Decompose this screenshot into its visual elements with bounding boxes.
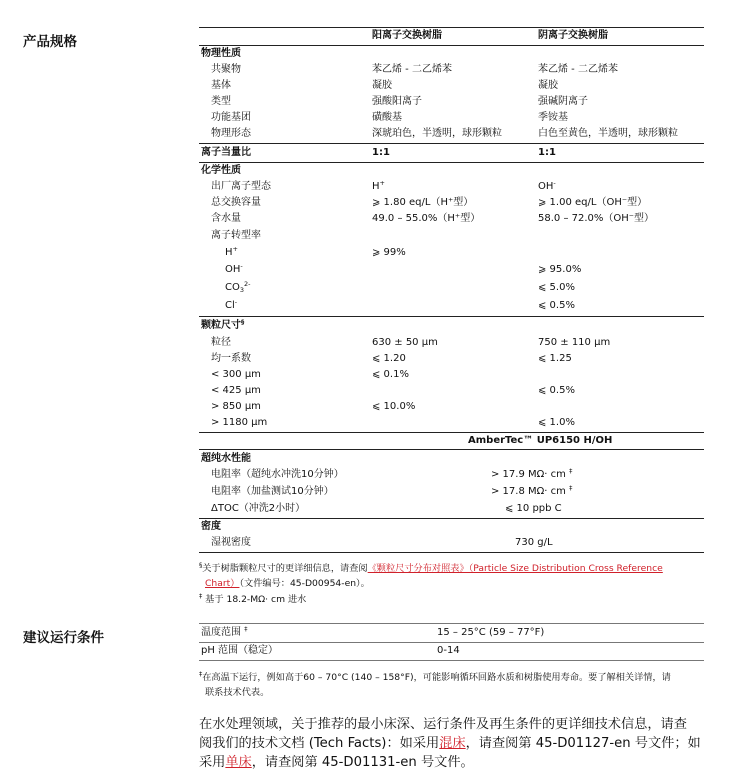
- row-label: 类型: [211, 96, 231, 107]
- section-rule: [199, 449, 704, 450]
- chemical-title-row: [0, 163, 734, 179]
- anion-value: ⩾ 95.0%: [538, 264, 582, 275]
- ion-sup: -: [234, 298, 238, 306]
- cation-value: ⩾ 1.80 eq/L（H⁺型）: [372, 197, 474, 208]
- row-label-text: 温度范围: [201, 627, 241, 638]
- value: 0-14: [437, 645, 460, 656]
- anion-value: 季铵基: [538, 112, 568, 123]
- table-row: [0, 245, 734, 261]
- table-row: [0, 179, 734, 195]
- cation-value: 630 ± 50 µm: [372, 337, 438, 348]
- paragraph-line: 在水处理领域，关于推荐的最小床深、运行条件及再生条件的更详细技术信息，请查: [199, 717, 687, 732]
- footnote-mark: ‡: [199, 592, 203, 600]
- cation-value: 苯乙烯 - 二乙烯苯: [372, 64, 452, 75]
- table-row: [0, 228, 734, 244]
- footnote-resistivity: [199, 593, 306, 607]
- ion-sub: 3: [239, 286, 244, 294]
- table-bottom-rule: [199, 552, 704, 553]
- table-row: [0, 94, 734, 110]
- anion-value: ⩾ 1.00 eq/L（OH⁻型）: [538, 197, 648, 208]
- anion-value: ⩽ 5.0%: [538, 282, 575, 293]
- value: 730 g/L: [515, 537, 553, 548]
- cation-value: ⩾ 99%: [372, 247, 406, 258]
- row-label: [225, 280, 250, 296]
- row-label: 基体: [211, 80, 231, 91]
- particle-title-text: 颗粒尺寸: [201, 320, 241, 331]
- section-title-specs: 产品规格: [23, 34, 77, 50]
- row-label: 共聚物: [211, 64, 241, 75]
- cation-value: 凝胶: [372, 80, 392, 91]
- table-row: [0, 335, 734, 351]
- section-rule: [199, 143, 704, 144]
- anion-value: ⩽ 1.0%: [538, 417, 575, 428]
- row-label: 湿视密度: [211, 537, 251, 548]
- table-row: [0, 415, 734, 431]
- ratio-label: 离子当量比: [201, 147, 251, 158]
- table-row: [0, 625, 734, 641]
- row-label: 出厂离子型态: [211, 181, 271, 192]
- density-title-row: [0, 519, 734, 535]
- op-table-bottom-rule: [199, 660, 704, 661]
- row-label: pH 范围（稳定）: [201, 645, 279, 656]
- anion-value: 苯乙烯 - 二乙烯苯: [538, 64, 618, 75]
- mixed-bed-link[interactable]: 混床: [439, 736, 466, 751]
- table-row: [0, 399, 734, 415]
- ion-text: OH: [538, 181, 554, 192]
- footnote-text: 关于树脂颗粒尺寸的更详细信息，请查阅: [202, 563, 368, 574]
- footnote-text: 基于 18.2-MΩ· cm 进水: [205, 594, 307, 605]
- footnote-mark: ‡: [569, 467, 573, 475]
- paragraph-line: [199, 734, 709, 753]
- table-row: [0, 62, 734, 78]
- ultrapure-title-row: [0, 451, 734, 467]
- anion-value: 强碱阴离子: [538, 96, 588, 107]
- footnote-mark: §: [199, 561, 203, 569]
- product-name: AmberTec™ UP6150 H/OH: [468, 435, 613, 446]
- footnote-text: （文件编号：45-D00954-en）。: [239, 578, 370, 589]
- section-title-operating: 建议运行条件: [23, 630, 104, 646]
- single-bed-link[interactable]: 单床: [225, 755, 252, 770]
- table-row: [0, 78, 734, 94]
- row-label: ΔTOC（冲洗2小时）: [211, 503, 306, 514]
- section-rule: [199, 316, 704, 317]
- row-label: 功能基团: [211, 112, 251, 123]
- cation-value: [372, 179, 385, 195]
- footnote-temperature-cont: [205, 686, 269, 700]
- row-label: 含水量: [211, 213, 241, 224]
- table-row: [0, 298, 734, 314]
- anion-value: ⩽ 0.5%: [538, 385, 575, 396]
- ion-sup: -: [553, 179, 556, 187]
- table-row: [0, 367, 734, 383]
- table-row: [0, 643, 734, 659]
- footnote-mark: ‡: [199, 670, 203, 678]
- cation-value: 深琥珀色，半透明，球形颗粒: [372, 128, 502, 139]
- row-label: > 1180 µm: [211, 417, 268, 428]
- anion-value: 1:1: [538, 147, 556, 158]
- value: [491, 484, 572, 500]
- cation-value: ⩽ 0.1%: [372, 369, 409, 380]
- footnote-particle-cont: [205, 577, 370, 591]
- psd-chart-link-cont[interactable]: Chart）: [205, 578, 240, 589]
- anion-value: 白色至黄色，半透明，球形颗粒: [538, 128, 678, 139]
- footnote-text: 联系技术代表。: [205, 687, 270, 698]
- anion-value: 750 ± 110 µm: [538, 337, 611, 348]
- row-label: [225, 262, 243, 278]
- footnote-mark: §: [241, 318, 245, 326]
- paragraph-text: ，请查阅第 45-D01131-en 号文件。: [251, 755, 474, 770]
- footnote-text: 在高温下运行，例如高于60 – 70°C (140 – 158°F)，可能影响循环回路水质和树脂使用寿命。要了解相关详情，请: [202, 672, 671, 683]
- ion-text: CO: [225, 282, 240, 293]
- ion-sup: +: [379, 179, 385, 187]
- table-row: [0, 211, 734, 227]
- ratio-row: [0, 145, 734, 161]
- cation-value: 强酸阳离子: [372, 96, 422, 107]
- density-title: 密度: [201, 521, 221, 532]
- row-label: 电阻率（加盐测试10分钟）: [211, 486, 334, 497]
- cation-value: ⩽ 1.20: [372, 353, 406, 364]
- ion-text: Cl: [225, 300, 235, 311]
- row-label: 粒径: [211, 337, 231, 348]
- value: ⩽ 10 ppb C: [505, 503, 562, 514]
- anion-value: ⩽ 1.25: [538, 353, 572, 364]
- value: [491, 467, 572, 483]
- table-row: [0, 383, 734, 399]
- row-label: [225, 245, 238, 261]
- paragraph-text: ，请查阅第 45-D01127-en 号文件；如: [465, 736, 701, 751]
- anion-value: ⩽ 0.5%: [538, 300, 575, 311]
- ion-text: H: [225, 247, 233, 258]
- paragraph-line: [199, 753, 709, 772]
- table-row: [0, 126, 734, 142]
- table-row: [0, 110, 734, 126]
- row-label: 均一系数: [211, 353, 251, 364]
- tech-facts-paragraph: [199, 715, 709, 772]
- footnote-temperature: [199, 671, 671, 685]
- product-row: [0, 433, 734, 449]
- anion-value: 凝胶: [538, 80, 558, 91]
- paragraph-text: 采用: [199, 755, 226, 770]
- psd-chart-link[interactable]: 《颗粒尺寸分布对照表》（Particle Size Distribution Cross Reference: [367, 563, 663, 574]
- value-text: > 17.8 MΩ· cm: [491, 486, 566, 497]
- value-text: > 17.9 MΩ· cm: [491, 469, 566, 480]
- physical-title-row: [0, 46, 734, 62]
- cation-value: ⩽ 10.0%: [372, 401, 416, 412]
- ion-sup: -: [240, 262, 243, 270]
- footnote-particle: [199, 562, 663, 576]
- col-header-anion: 阴离子交换树脂: [538, 30, 608, 41]
- physical-title: 物理性质: [201, 48, 241, 59]
- cation-value: 磺酸基: [372, 112, 402, 123]
- anion-value: [538, 179, 556, 195]
- table-row: [0, 535, 734, 551]
- row-label: 离子转型率: [211, 230, 261, 241]
- footnote-mark: ‡: [569, 484, 573, 492]
- table-row: [0, 280, 734, 296]
- row-label: 电阻率（超纯水冲洗10分钟）: [211, 469, 344, 480]
- table-row: [0, 467, 734, 483]
- row-label: < 300 µm: [211, 369, 261, 380]
- particle-title: [201, 318, 244, 334]
- table-header-row: [0, 28, 734, 44]
- table-row: [0, 501, 734, 517]
- row-label: [201, 625, 247, 641]
- ion-sup: +: [232, 245, 238, 253]
- row-label: 总交换容量: [211, 197, 261, 208]
- row-label: [225, 298, 237, 314]
- row-label: < 425 µm: [211, 385, 261, 396]
- ion-text: H: [372, 181, 380, 192]
- anion-value: 58.0 – 72.0%（OH⁻型）: [538, 213, 655, 224]
- ion-text: OH: [225, 264, 241, 275]
- table-row: [0, 484, 734, 500]
- table-row: [0, 351, 734, 367]
- paragraph-text: 阅我们的技术文档 (Tech Facts)：如采用: [199, 736, 440, 751]
- particle-title-row: [0, 318, 734, 334]
- table-row: [0, 195, 734, 211]
- row-label: 物理形态: [211, 128, 251, 139]
- row-label: > 850 µm: [211, 401, 261, 412]
- chemical-title: 化学性质: [201, 165, 241, 176]
- ultrapure-title: 超纯水性能: [201, 453, 251, 464]
- table-row: [0, 262, 734, 278]
- value: 15 – 25°C (59 – 77°F): [437, 627, 545, 638]
- col-header-cation: 阳离子交换树脂: [372, 30, 442, 41]
- ion-sup: 2-: [244, 280, 251, 288]
- cation-value: 49.0 – 55.0%（H⁺型）: [372, 213, 481, 224]
- footnote-mark: ‡: [244, 625, 248, 633]
- op-table-top-rule: [199, 623, 704, 624]
- cation-value: 1:1: [372, 147, 390, 158]
